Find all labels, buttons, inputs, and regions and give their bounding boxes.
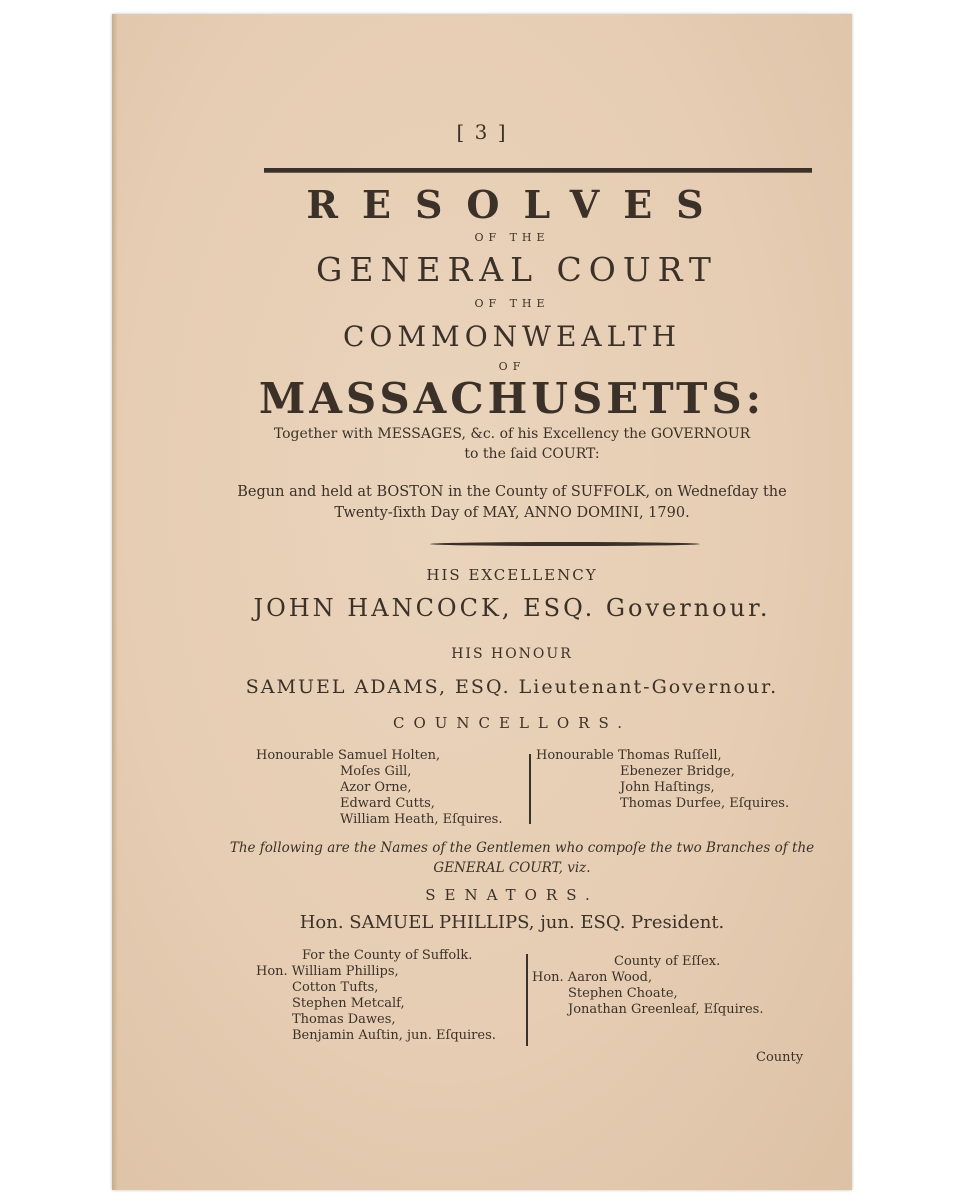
senators-column-divider	[526, 954, 528, 1046]
title-of-the-2: OF THE	[474, 297, 550, 310]
councellor-right-3: John Haſtings,	[620, 780, 715, 795]
suffolk-senator-5: Benjamin Auſtin, jun. Eſquires.	[292, 1028, 496, 1043]
essex-senator-3: Jonathan Greenleaf, Eſquires.	[568, 1002, 764, 1017]
councellor-right-4: Thomas Durfee, Eſquires.	[620, 796, 790, 811]
lt-governor-name: SAMUEL ADAMS, ESQ. Lieutenant-Governour.	[245, 676, 779, 698]
essex-heading: County of Eſſex.	[614, 954, 721, 969]
title-of-the-1: OF THE	[474, 231, 550, 244]
title-of: OF	[498, 360, 526, 373]
following-line-1: The following are the Names of the Gentlemen who compoſe the two Branches of the	[229, 840, 815, 856]
governor-name: JOHN HANCOCK, ESQ. Governour.	[253, 594, 771, 622]
title-resolves: RESOLVES	[306, 182, 728, 227]
councellors-right-list	[620, 764, 789, 812]
title-massachusetts: MASSACHUSETTS:	[258, 374, 766, 423]
column-divider	[529, 754, 531, 824]
councellor-left-4: Edward Cutts,	[340, 796, 435, 811]
suffolk-senator-2: Cotton Tufts,	[292, 980, 379, 995]
begun-line-2: Twenty-ſixth Day of MAY, ANNO DOMINI, 1790.	[334, 505, 690, 521]
his-excellency-label: HIS EXCELLENCY	[426, 566, 598, 584]
suffolk-list	[292, 980, 496, 1044]
councellor-right-1: Honourable Thomas Ruſſell,	[536, 748, 722, 763]
councellor-left-3: Azor Orne,	[340, 780, 412, 795]
ornamental-rule	[430, 542, 700, 546]
title-general-court: GENERAL COURT	[316, 250, 718, 289]
senators-heading: SENATORS.	[425, 886, 599, 904]
page-number: [ 3 ]	[456, 120, 508, 144]
suffolk-senator-4: Thomas Dawes,	[292, 1012, 396, 1027]
subtitle-line-1: Together with MESSAGES, &c. of his Excellency the GOVERNOUR	[273, 426, 751, 442]
following-line-2: GENERAL COURT, viz.	[433, 860, 591, 876]
essex-list	[568, 986, 763, 1018]
document-page	[112, 14, 852, 1190]
suffolk-senator-3: Stephen Metcalf,	[292, 996, 405, 1011]
councellor-left-1: Honourable Samuel Holten,	[256, 748, 441, 763]
senate-president: Hon. SAMUEL PHILLIPS, jun. ESQ. President.	[299, 912, 725, 933]
subtitle-line-2: to the ſaid COURT:	[464, 446, 600, 462]
top-rule	[264, 168, 812, 173]
his-honour-label: HIS HONOUR	[451, 646, 573, 662]
essex-senator-1: Hon. Aaron Wood,	[532, 970, 653, 985]
catchword: County	[756, 1050, 804, 1065]
councellor-left-2: Moſes Gill,	[340, 764, 412, 779]
councellors-left-list	[340, 764, 502, 828]
essex-senator-2: Stephen Choate,	[568, 986, 678, 1001]
councellor-right-2: Ebenezer Bridge,	[620, 764, 735, 779]
suffolk-heading: For the County of Suffolk.	[302, 948, 473, 963]
councellor-left-5: William Heath, Eſquires.	[340, 812, 503, 827]
title-commonwealth: COMMONWEALTH	[342, 320, 682, 353]
begun-line-1: Begun and held at BOSTON in the County of SUFFOLK, on Wedneſday the	[237, 484, 787, 500]
councellors-heading: COUNCELLORS.	[393, 714, 631, 732]
suffolk-senator-1: Hon. William Phillips,	[256, 964, 399, 979]
